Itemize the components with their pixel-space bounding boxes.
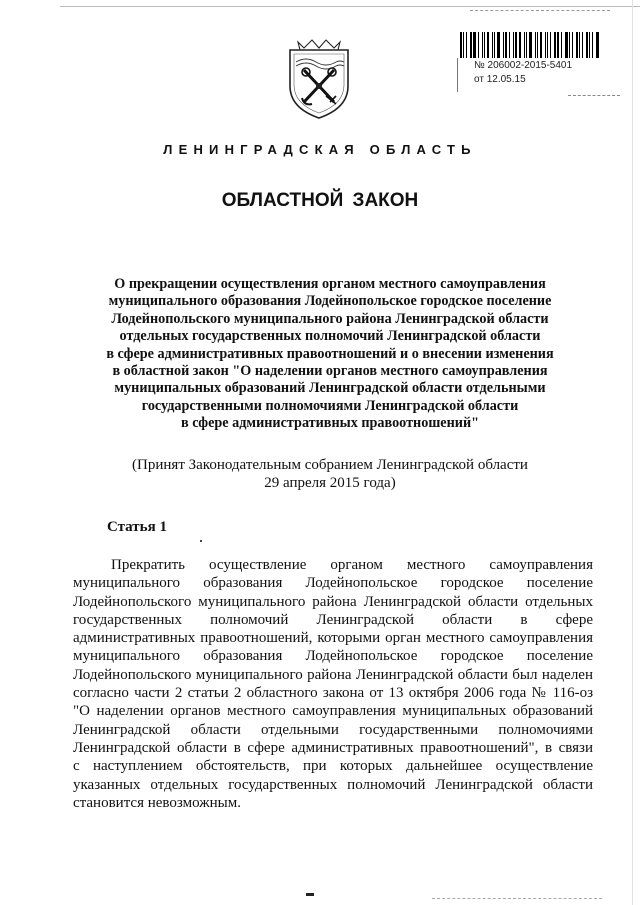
barcode-stripe (540, 32, 542, 58)
title-line: в сфере административных правоотношений и о внесении изменения (106, 345, 554, 362)
barcode-stripe (473, 32, 476, 58)
adoption-line: (Принят Законодательным собранием Ленинградской области (132, 457, 528, 473)
barcode-stripe (554, 32, 556, 58)
scan-edge-line (60, 6, 640, 7)
scan-edge-bottom (432, 898, 602, 899)
article-line: Ленинградской области отдельными государственными полномочиями (73, 721, 593, 738)
title-line: муниципального образования Лодейнопольское городское поселение (108, 293, 552, 310)
article-line: государственных полномочий Ленинградской области в сфере (73, 611, 593, 628)
barcode-stripe (576, 32, 578, 58)
barcode-stripe (524, 32, 525, 58)
article-line: Лодейнопольского муниципального района Ленинградской области отдельных (73, 593, 593, 610)
law-title (70, 276, 590, 433)
title-line: Лодейнопольского муниципального района Ленинградской области (111, 310, 549, 327)
article-line: указанных отдельных государственных полномочий Ленинградской области (73, 776, 593, 793)
barcode-stripe (492, 32, 493, 58)
barcode-stripe (545, 32, 546, 58)
adoption-line: 29 апреля 2015 года) (264, 475, 396, 491)
barcode-stripe (494, 32, 495, 58)
barcode-stripe (526, 32, 527, 58)
barcode-stripe (478, 32, 479, 58)
barcode-stripe (497, 32, 500, 58)
barcode (460, 32, 600, 58)
scan-edge-dash (470, 10, 610, 11)
barcode-stripe (569, 32, 570, 58)
article-line: муниципального образования Лодейнопольское городское поселение (73, 648, 593, 665)
barcode-stripe (484, 32, 485, 58)
barcode-stripe (547, 32, 548, 58)
barcode-stripe (596, 32, 599, 58)
barcode-stripe (515, 32, 517, 58)
law-type-heading: ОБЛАСТНОЙ ЗАКОН (221, 190, 419, 211)
article-heading: Статья 1 (107, 519, 167, 535)
barcode-stripe (513, 32, 514, 58)
scan-mark (306, 893, 314, 896)
barcode-stripe (466, 32, 467, 58)
article-line: согласно части 2 статьи 2 областного закона от 13 октября 2006 года № 116-оз (73, 685, 593, 702)
barcode-stripe (529, 32, 532, 58)
registration-date: от 12.05.15 (474, 74, 526, 85)
barcode-stripe (550, 32, 551, 58)
title-line: отдельных государственных полномочий Ленинградской области (119, 328, 541, 345)
barcode-stripe (487, 32, 489, 58)
barcode-stripe (460, 32, 462, 58)
article-line: становится невозможным. (73, 794, 241, 811)
barcode-stripe (586, 32, 588, 58)
barcode-stripe (463, 32, 464, 58)
barcode-stripe (505, 32, 507, 58)
barcode-stripe (565, 32, 568, 58)
barcode-stripe (592, 32, 593, 58)
title-line: в областной закон "О наделении органов местного самоуправления (112, 363, 548, 380)
barcode-stripe (561, 32, 562, 58)
stamp-line (457, 58, 458, 92)
article-line: "О наделении органов местного самоуправления муниципальных образований (73, 703, 593, 720)
article-line: Прекратить осуществление органом местного самоуправления (111, 557, 593, 573)
barcode-stripe (572, 32, 573, 58)
barcode-stripe (537, 32, 538, 58)
barcode-stripe (579, 32, 580, 58)
barcode-stripe (582, 32, 583, 58)
article-line: Ленинградской области в сфере административных правоотношений", в связи (73, 739, 593, 756)
adoption-note (70, 456, 590, 492)
barcode-stripe (482, 32, 483, 58)
title-line: О прекращении осуществления органом местного самоуправления (114, 276, 546, 292)
article-line: Лодейнопольского муниципального района Ленинградской области был наделен (73, 666, 593, 683)
barcode-stripe (503, 32, 504, 58)
barcode-stripe (557, 32, 559, 58)
article-body (73, 556, 593, 812)
article-line: муниципального образования Лодейнопольское городское поселение (73, 575, 593, 592)
region-heading: ЛЕНИНГРАДСКАЯ ОБЛАСТЬ (163, 142, 477, 157)
title-line: в сфере административных правоотношений" (180, 415, 479, 432)
scan-speck (200, 540, 202, 542)
article-line: административных правоотношений, которыми орган местного самоуправления (73, 630, 593, 647)
barcode-stripe (535, 32, 536, 58)
title-line: муниципальных образований Ленинградской области отдельными (114, 380, 546, 397)
barcode-stripe (589, 32, 590, 58)
stamp-dash (568, 95, 620, 96)
barcode-stripe (519, 32, 521, 58)
registration-number: № 206002-2015-5401 (474, 60, 573, 71)
barcode-stripe (509, 32, 510, 58)
article-line: с наступлением обстоятельств, при которых дальнейшее осуществление (73, 758, 593, 775)
barcode-stripe (470, 32, 472, 58)
title-line: государственными полномочиями Ленинградской области (141, 397, 519, 414)
scan-edge-right (632, 0, 633, 905)
leningrad-oblast-coat-of-arms-icon (282, 36, 356, 120)
